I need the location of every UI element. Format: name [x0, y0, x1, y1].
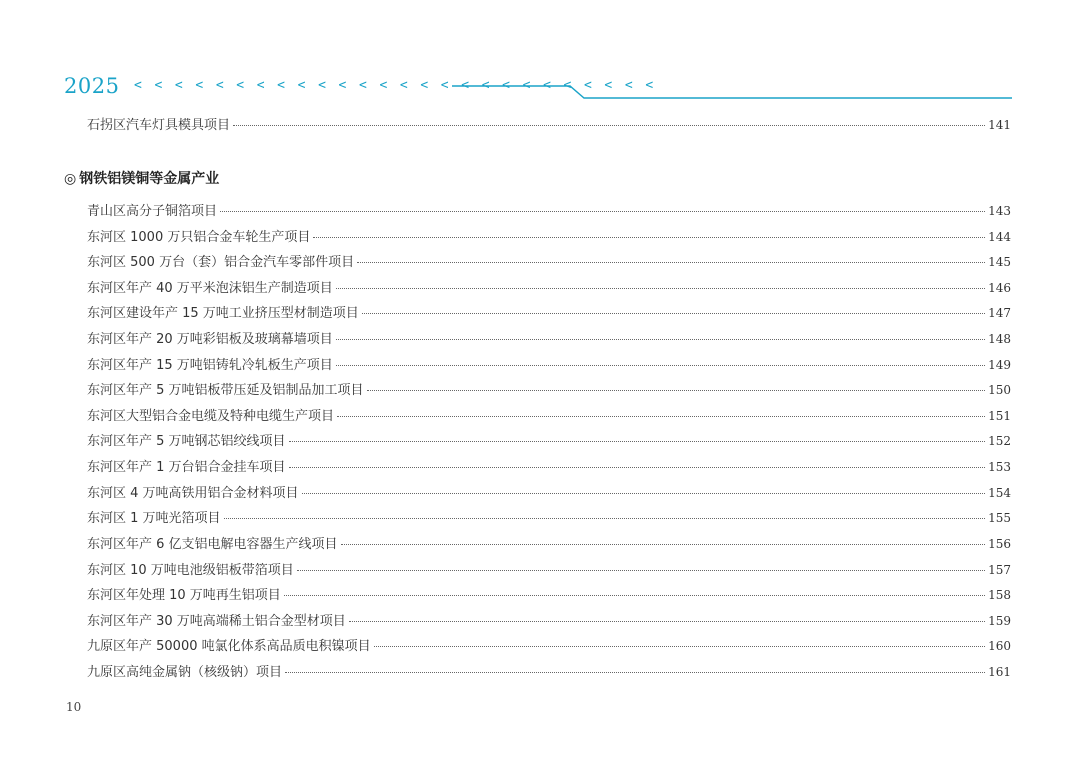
toc-entry-title: 东河区年处理 10 万吨再生铝项目	[87, 588, 281, 603]
toc-entry-title: 青山区高分子铜箔项目	[87, 204, 218, 219]
toc-leader-dots	[374, 645, 985, 647]
toc-entry[interactable]	[87, 457, 1011, 477]
toc-entry-title: 东河区年产 40 万平米泡沫铝生产制造项目	[87, 281, 333, 296]
toc-entry[interactable]	[87, 303, 1011, 323]
toc-entry-page: 157	[988, 563, 1011, 577]
toc-entry[interactable]	[87, 534, 1011, 554]
toc-entry-title: 九原区高纯金属钠（核级钠）项目	[87, 665, 283, 680]
toc-entry[interactable]	[87, 611, 1011, 631]
toc-entry-title: 东河区年产 5 万吨钢芯铝绞线项目	[87, 434, 286, 449]
toc-leader-dots	[289, 466, 986, 468]
toc-entry-title: 东河区年产 15 万吨铝铸轧冷轧板生产项目	[87, 358, 333, 373]
toc-entry[interactable]	[87, 278, 1011, 298]
section-heading	[64, 168, 219, 188]
toc-entry-page: 158	[988, 588, 1011, 602]
toc-entry-title: 东河区年产 5 万吨铝板带压延及铝制品加工项目	[87, 383, 364, 398]
section-mark-icon: ◎	[64, 171, 77, 187]
toc-entry-title: 东河区大型铝合金电缆及特种电缆生产项目	[87, 409, 335, 424]
toc-leader-dots	[336, 364, 985, 366]
toc-entry[interactable]	[87, 636, 1011, 656]
toc-leader-dots	[297, 569, 985, 571]
toc-entry-title: 东河区 4 万吨高铁用铝合金材料项目	[87, 486, 299, 501]
toc-entry[interactable]	[87, 252, 1011, 272]
toc-entry[interactable]	[87, 329, 1011, 349]
toc-entry-page: 144	[988, 230, 1011, 244]
toc-leader-dots	[233, 124, 985, 126]
toc-entry-page: 159	[988, 614, 1011, 628]
toc-entry-title: 东河区年产 20 万吨彩铝板及玻璃幕墙项目	[87, 332, 333, 347]
footer-page-number: 10	[66, 700, 82, 714]
toc-entry-page: 148	[988, 332, 1011, 346]
toc-entry-page: 156	[988, 537, 1011, 551]
toc-entry-page: 145	[988, 255, 1011, 269]
toc-entry-title: 东河区年产 6 亿支铝电解电容器生产线项目	[87, 537, 338, 552]
toc-entry-title: 东河区 500 万台（套）铝合金汽车零部件项目	[87, 255, 355, 270]
toc-entry[interactable]	[87, 406, 1011, 426]
toc-entry-page: 152	[988, 434, 1011, 448]
toc-leader-dots	[357, 261, 985, 263]
section-title: 钢铁铝镁铜等金属产业	[79, 171, 220, 187]
toc-entry[interactable]	[87, 585, 1011, 605]
toc-entry-page: 147	[988, 306, 1011, 320]
toc-entry-page: 160	[988, 639, 1011, 653]
toc-entry-page: 146	[988, 281, 1011, 295]
toc-entry-page: 154	[988, 486, 1011, 500]
toc-entry-page: 151	[988, 409, 1011, 423]
toc-leader-dots	[224, 517, 986, 519]
toc-leader-dots	[336, 338, 985, 340]
toc-leader-dots	[284, 594, 985, 596]
toc-entry[interactable]	[87, 355, 1011, 375]
toc-leader-dots	[313, 236, 985, 238]
toc-entry-title: 东河区 1000 万只铝合金车轮生产项目	[87, 230, 311, 245]
toc-leader-dots	[220, 210, 985, 212]
toc-entry-title: 九原区年产 50000 吨氯化体系高品质电积镍项目	[87, 639, 371, 654]
toc-entry-title: 东河区年产 1 万台铝合金挂车项目	[87, 460, 286, 475]
toc-entry-page: 150	[988, 383, 1011, 397]
toc-entry-title: 东河区 1 万吨光箔项目	[87, 511, 221, 526]
toc-entry-page: 141	[988, 118, 1011, 132]
toc-entry[interactable]	[87, 483, 1011, 503]
toc-leader-dots	[337, 415, 985, 417]
toc-leader-dots	[341, 543, 986, 545]
toc-leader-dots	[285, 671, 985, 673]
toc-entry[interactable]	[87, 201, 1011, 221]
toc-entry[interactable]	[87, 560, 1011, 580]
toc-entry-title: 东河区 10 万吨电池级铝板带箔项目	[87, 563, 294, 578]
page-header	[64, 70, 1016, 106]
toc-leader-dots	[289, 440, 986, 442]
toc-entry[interactable]	[87, 380, 1011, 400]
toc-entry-page: 155	[988, 511, 1011, 525]
toc-entry-page: 161	[988, 665, 1011, 679]
toc-entry-page: 143	[988, 204, 1011, 218]
toc-entry-title: 东河区年产 30 万吨高端稀土铝合金型材项目	[87, 614, 346, 629]
toc-leader-dots	[362, 312, 985, 314]
toc-leader-dots	[367, 389, 986, 391]
toc-entry[interactable]	[87, 227, 1011, 247]
toc-leader-dots	[302, 492, 986, 494]
toc-entry[interactable]	[87, 662, 1011, 682]
toc-entry-page: 149	[988, 358, 1011, 372]
toc-entry-title: 石拐区汽车灯具模具项目	[87, 118, 231, 133]
header-rule-line	[452, 80, 1012, 104]
header-chevron-decoration: < < < < < < < < < < < < < < < < < < < < < < < < < <	[134, 78, 656, 93]
toc-leader-dots	[336, 287, 985, 289]
toc-entry[interactable]	[87, 508, 1011, 528]
toc-entry-title: 东河区建设年产 15 万吨工业挤压型材制造项目	[87, 306, 359, 321]
header-year: 2025	[64, 74, 120, 98]
toc-entry-page: 153	[988, 460, 1011, 474]
toc-entry[interactable]	[87, 115, 1011, 135]
toc-entry[interactable]	[87, 431, 1011, 451]
toc-leader-dots	[349, 620, 985, 622]
